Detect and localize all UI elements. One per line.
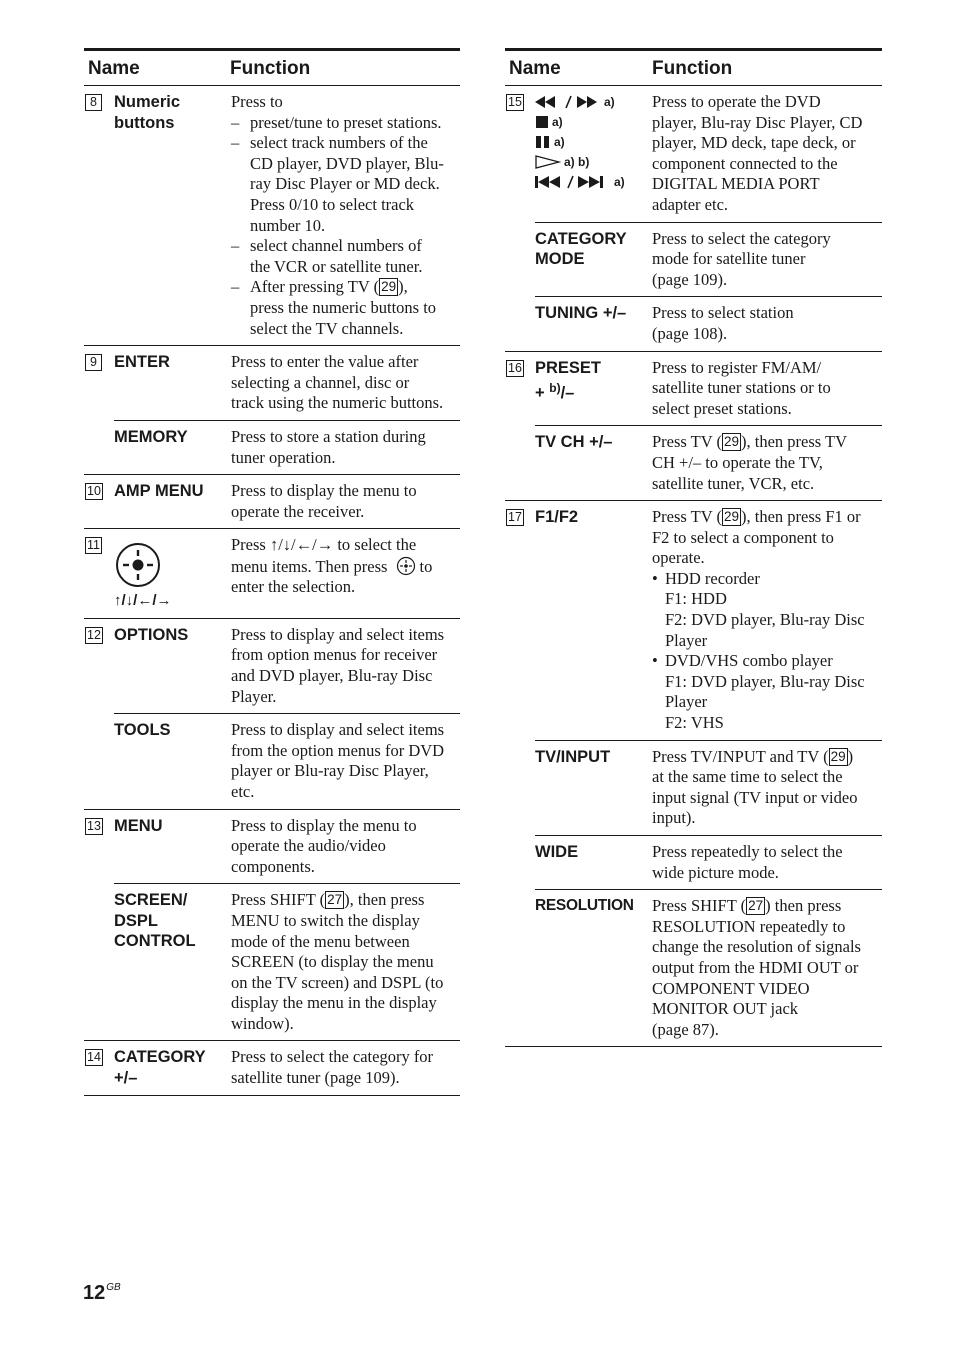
table-row-13 bbox=[84, 810, 460, 1042]
cursor-label bbox=[114, 529, 231, 618]
previous-next-icon bbox=[535, 175, 611, 189]
menu-label: MENU bbox=[114, 816, 163, 835]
memory-desc: Press to store a station during tuner operation. bbox=[231, 426, 426, 467]
joystick-enter-icon bbox=[114, 541, 162, 589]
enter-desc: Press to enter the value after selecting a channel, disc or track using the numeric buttons. bbox=[231, 352, 444, 413]
header-function: Function bbox=[230, 58, 311, 79]
preset-desc: Press to register FM/AM/ satellite tuner stations or to select preset stations. bbox=[652, 357, 831, 418]
row-number: 13 bbox=[87, 818, 101, 833]
row-number: 10 bbox=[87, 484, 101, 499]
row-number: 16 bbox=[508, 360, 522, 375]
category-mode-label: CATEGORY MODE bbox=[535, 229, 627, 269]
row-number: 12 bbox=[87, 627, 101, 642]
row-number: 17 bbox=[508, 510, 522, 525]
row-number: 14 bbox=[87, 1050, 101, 1065]
menu-desc: Press to display the menu to operate the audio/video components. bbox=[231, 815, 417, 876]
f1-f2-label: F1/F2 bbox=[535, 508, 579, 527]
category-desc: Press to select the category for satellite tuner (page 109). bbox=[231, 1047, 434, 1088]
ref-29: 29 bbox=[830, 748, 846, 764]
resolution-label: RESOLUTION bbox=[535, 897, 634, 915]
screen-dspl-label: SCREEN/ DSPL CONTROL bbox=[114, 891, 196, 951]
table-row-8 bbox=[84, 86, 460, 346]
header-name: Name bbox=[509, 58, 561, 79]
tuning-label: TUNING +/– bbox=[535, 304, 627, 323]
row-number: 15 bbox=[508, 95, 522, 109]
tv-input-label: TV/INPUT bbox=[535, 747, 611, 766]
right-table bbox=[505, 48, 882, 1047]
ref-29: 29 bbox=[381, 279, 397, 295]
tv-ch-desc: Press TV ( 29 ), then press TV CH +/– to operate the TV, satellite tuner, VCR, etc. bbox=[652, 432, 848, 493]
screen-dspl-desc: Press SHIFT ( 27 ), then press MENU to switch the display mode of the menu between SCREEN (to display the menu on the TV screen) and DSPL (to display the menu in the display window). bbox=[231, 890, 444, 1033]
transport-buttons-desc: Press to operate the DVD player, Blu-ray Disc Player, CD player, MD deck, tape deck, or component connected to the DIGITAL MEDIA PORT adapter etc. bbox=[652, 92, 863, 214]
left-table bbox=[84, 48, 460, 1096]
table-row-15 bbox=[505, 86, 882, 352]
table-header bbox=[505, 48, 882, 86]
enter-label: ENTER bbox=[114, 353, 170, 372]
table-row-9 bbox=[84, 346, 460, 475]
tv-ch-label: TV CH +/– bbox=[535, 433, 613, 452]
wide-desc: Press repeatedly to select the wide picture mode. bbox=[652, 842, 843, 882]
numeric-buttons-label: Numeric buttons bbox=[114, 93, 181, 132]
wide-label: WIDE bbox=[535, 843, 579, 861]
ref-29: 29 bbox=[723, 509, 740, 525]
table-row-14 bbox=[84, 1041, 460, 1095]
table-row-11 bbox=[84, 529, 460, 619]
numeric-buttons-desc: Press to – preset/tune to preset stations. – select track numbers of the CD player, DVD player, Blu- ray Disc Player or MD deck. Press 0/10 to select track number 10. – select channel numbers of the VCR or satellite tuner. – After pressing TV ( 29 ), press the numeric buttons to select the TV channels. bbox=[231, 92, 444, 338]
row-number: 9 bbox=[85, 354, 102, 371]
table-row-12 bbox=[84, 619, 460, 810]
cursor-desc: Press ↑/↓/←/→ to select the menu items. Then press to enter the selection. bbox=[231, 535, 433, 597]
table-row-10 bbox=[84, 475, 460, 529]
tuning-desc: Press to select station (page 108). bbox=[652, 303, 794, 343]
page-number: $12^{GB}$ bbox=[83, 1282, 121, 1304]
ref-27: 27 bbox=[748, 898, 764, 914]
tools-desc: Press to display and select items from the option menus for DVD player or Blu-ray Disc Player, etc. bbox=[231, 720, 445, 801]
table-row-16 bbox=[505, 352, 882, 502]
category-mode-desc: Press to select the category mode for satellite tuner (page 109). bbox=[652, 228, 831, 289]
rewind-fast-forward-icon bbox=[535, 95, 601, 109]
row-number: 11 bbox=[85, 537, 102, 554]
tv-input-desc: Press TV/INPUT and TV ( 29 ) at the same time to select the input signal (TV input or video input). bbox=[652, 746, 858, 828]
category-label: CATEGORY +/– bbox=[114, 1048, 206, 1087]
enter-button-icon bbox=[396, 556, 416, 576]
amp-menu-desc: Press to display the menu to operate the receiver. bbox=[231, 481, 417, 521]
memory-label: MEMORY bbox=[114, 427, 188, 446]
amp-menu-label: AMP MENU bbox=[114, 482, 204, 501]
options-desc: Press to display and select items from option menus for receiver and DVD player, Blu-ray Disc Player. bbox=[231, 624, 445, 706]
stop-icon bbox=[535, 115, 549, 129]
resolution-desc: Press SHIFT ( 27 ) then press RESOLUTION repeatedly to change the resolution of signals output from the HDMI OUT or COMPONENT VIDEO MONITOR OUT jack (page 87). bbox=[652, 896, 861, 1039]
row-number: 8 bbox=[85, 94, 102, 111]
ref-29: 29 bbox=[723, 434, 740, 450]
pause-icon bbox=[535, 135, 551, 149]
play-icon bbox=[535, 155, 561, 169]
ref-27: 27 bbox=[327, 892, 343, 908]
arrows-label: ↑/↓/←/→ bbox=[114, 592, 172, 610]
f1-f2-desc: Press TV ( 29 ), then press F1 or F2 to select a component to operate. • HDD recorder F1: HDD F2: DVD player, Blu-ray Disc Player • DVD/VHS combo player F1: DVD player, Blu-ray Disc Player F2: VHS bbox=[652, 507, 865, 733]
options-label: OPTIONS bbox=[114, 625, 189, 644]
header-name: Name bbox=[88, 58, 140, 79]
preset-label: PRESET + $^{b)}$/– bbox=[535, 358, 602, 403]
table-header bbox=[84, 48, 460, 86]
header-function: Function bbox=[652, 58, 733, 79]
table-row-17 bbox=[505, 501, 882, 1047]
tools-label: TOOLS bbox=[114, 721, 171, 740]
transport-buttons-label: a) a) a) a) b) a) bbox=[535, 86, 652, 222]
